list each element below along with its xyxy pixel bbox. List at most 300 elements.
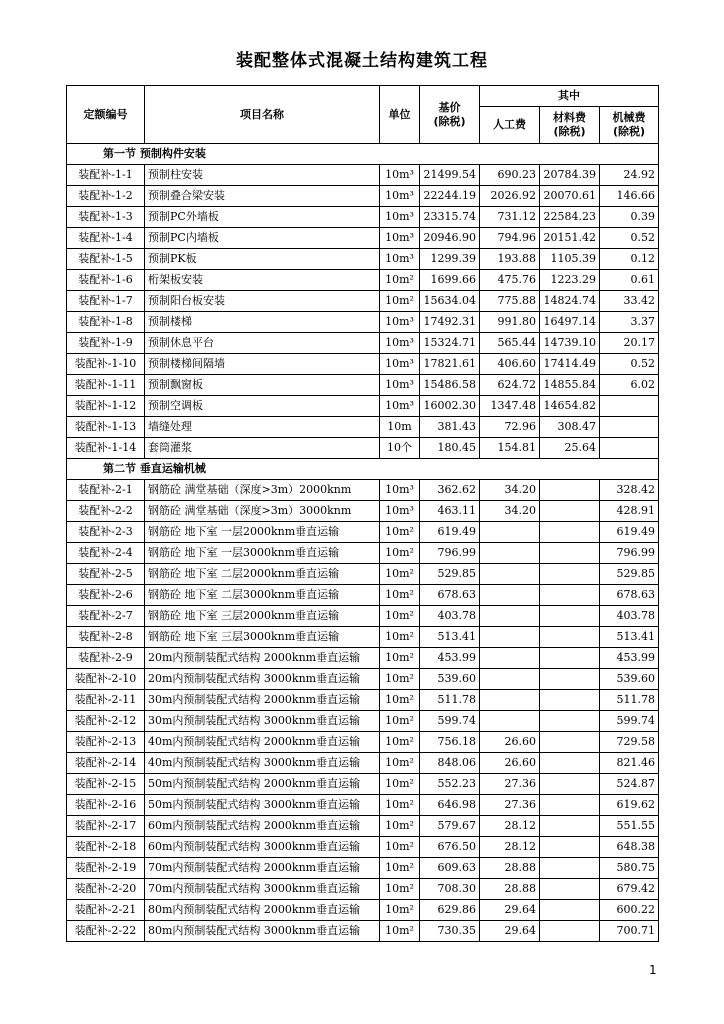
cell-material [540, 879, 600, 900]
table-row [67, 480, 659, 501]
cell-name: 钢筋砼 满堂基础（深度>3m）3000knm [145, 501, 380, 522]
table-row [67, 795, 659, 816]
cell-material [540, 627, 600, 648]
cell-labor [480, 711, 540, 732]
header-machine: 机械费 (除税) [600, 107, 659, 144]
cell-code: 装配补-2-8 [67, 627, 145, 648]
cell-unit: 10m [380, 417, 420, 438]
cell-material: 1223.29 [540, 270, 600, 291]
cell-labor: 565.44 [480, 333, 540, 354]
cell-labor: 28.88 [480, 858, 540, 879]
cell-labor: 1347.48 [480, 396, 540, 417]
cell-labor: 731.12 [480, 207, 540, 228]
cell-labor: 27.36 [480, 795, 540, 816]
cell-code: 装配补-2-21 [67, 900, 145, 921]
table-row [67, 690, 659, 711]
cell-machine: 700.71 [600, 921, 659, 942]
cell-labor: 26.60 [480, 753, 540, 774]
cell-unit: 10m³ [380, 228, 420, 249]
cell-unit: 10m² [380, 564, 420, 585]
header-of-which: 其中 [480, 86, 659, 107]
cell-unit: 10m³ [380, 249, 420, 270]
cell-name: 40m内预制装配式结构 2000knm垂直运输 [145, 732, 380, 753]
cell-code: 装配补-2-15 [67, 774, 145, 795]
cell-material [540, 543, 600, 564]
cell-machine: 24.92 [600, 165, 659, 186]
cell-code: 装配补-2-1 [67, 480, 145, 501]
table-row [67, 585, 659, 606]
table-row [67, 228, 659, 249]
cell-unit: 10m³ [380, 333, 420, 354]
cell-unit: 10m² [380, 606, 420, 627]
cell-base-price: 579.67 [420, 816, 480, 837]
cell-labor: 72.96 [480, 417, 540, 438]
cell-name: 70m内预制装配式结构 2000knm垂直运输 [145, 858, 380, 879]
cell-name: 40m内预制装配式结构 3000knm垂直运输 [145, 753, 380, 774]
cell-base-price: 15634.04 [420, 291, 480, 312]
cell-unit: 10m² [380, 585, 420, 606]
table-row [67, 417, 659, 438]
cell-labor [480, 690, 540, 711]
cell-base-price: 381.43 [420, 417, 480, 438]
table-row [67, 564, 659, 585]
cell-name: 30m内预制装配式结构 2000knm垂直运输 [145, 690, 380, 711]
cell-code: 装配补-1-5 [67, 249, 145, 270]
cell-name: 钢筋砼 地下室 二层2000knm垂直运输 [145, 564, 380, 585]
cell-unit: 10m² [380, 522, 420, 543]
cell-code: 装配补-2-3 [67, 522, 145, 543]
cell-unit: 10m² [380, 753, 420, 774]
cell-machine: 0.61 [600, 270, 659, 291]
cell-material [540, 774, 600, 795]
section-title: 第二节 垂直运输机械 [67, 459, 659, 480]
cell-material: 14654.82 [540, 396, 600, 417]
cell-labor [480, 522, 540, 543]
cell-unit: 10m³ [380, 312, 420, 333]
cell-base-price: 552.23 [420, 774, 480, 795]
cell-machine: 0.12 [600, 249, 659, 270]
cell-labor: 2026.92 [480, 186, 540, 207]
cell-unit: 10m² [380, 732, 420, 753]
cell-name: 60m内预制装配式结构 3000knm垂直运输 [145, 837, 380, 858]
cell-base-price: 529.85 [420, 564, 480, 585]
cell-name: 预制休息平台 [145, 333, 380, 354]
cell-material: 20151.42 [540, 228, 600, 249]
cell-code: 装配补-1-7 [67, 291, 145, 312]
table-row [67, 165, 659, 186]
cell-unit: 10m² [380, 543, 420, 564]
cell-material [540, 648, 600, 669]
cell-unit: 10m² [380, 627, 420, 648]
cell-machine: 0.52 [600, 354, 659, 375]
table-row [67, 753, 659, 774]
cell-name: 80m内预制装配式结构 2000knm垂直运输 [145, 900, 380, 921]
cell-machine: 146.66 [600, 186, 659, 207]
cell-name: 预制柱安装 [145, 165, 380, 186]
cell-name: 墙缝处理 [145, 417, 380, 438]
cell-code: 装配补-1-11 [67, 375, 145, 396]
cell-name: 预制阳台板安装 [145, 291, 380, 312]
section-row [67, 459, 659, 480]
table-row [67, 438, 659, 459]
cell-material [540, 711, 600, 732]
cell-base-price: 362.62 [420, 480, 480, 501]
cell-name: 钢筋砼 地下室 三层3000knm垂直运输 [145, 627, 380, 648]
table-row [67, 627, 659, 648]
cell-material: 14739.10 [540, 333, 600, 354]
cell-base-price: 15324.71 [420, 333, 480, 354]
cell-machine: 6.02 [600, 375, 659, 396]
cell-code: 装配补-2-4 [67, 543, 145, 564]
cell-machine [600, 396, 659, 417]
table-row [67, 837, 659, 858]
cell-labor [480, 564, 540, 585]
cell-unit: 10m³ [380, 165, 420, 186]
cell-base-price: 678.63 [420, 585, 480, 606]
table-row [67, 270, 659, 291]
section-row [67, 144, 659, 165]
cell-unit: 10m³ [380, 501, 420, 522]
cell-code: 装配补-2-2 [67, 501, 145, 522]
cell-material [540, 837, 600, 858]
table-row [67, 816, 659, 837]
cell-unit: 10m³ [380, 480, 420, 501]
cell-code: 装配补-2-5 [67, 564, 145, 585]
cell-name: 预制楼梯 [145, 312, 380, 333]
cell-labor: 690.23 [480, 165, 540, 186]
cell-material [540, 669, 600, 690]
cell-base-price: 676.50 [420, 837, 480, 858]
cell-base-price: 511.78 [420, 690, 480, 711]
cell-machine: 619.49 [600, 522, 659, 543]
page-title: 装配整体式混凝土结构建筑工程 [236, 51, 488, 71]
cell-material: 20070.61 [540, 186, 600, 207]
cell-name: 20m内预制装配式结构 2000knm垂直运输 [145, 648, 380, 669]
cell-machine: 20.17 [600, 333, 659, 354]
cell-labor [480, 648, 540, 669]
cell-material [540, 816, 600, 837]
cell-name: 预制PK板 [145, 249, 380, 270]
cell-machine: 796.99 [600, 543, 659, 564]
header-base-price: 基价 (除税) [420, 86, 480, 144]
cell-name: 钢筋砼 地下室 一层3000knm垂直运输 [145, 543, 380, 564]
cell-name: 桁架板安装 [145, 270, 380, 291]
cell-name: 60m内预制装配式结构 2000knm垂直运输 [145, 816, 380, 837]
table-row [67, 354, 659, 375]
cell-material [540, 795, 600, 816]
cell-code: 装配补-1-14 [67, 438, 145, 459]
cell-base-price: 646.98 [420, 795, 480, 816]
cell-machine [600, 438, 659, 459]
cell-base-price: 15486.58 [420, 375, 480, 396]
cell-code: 装配补-2-17 [67, 816, 145, 837]
table-row [67, 522, 659, 543]
cell-unit: 10m² [380, 291, 420, 312]
cell-name: 预制飘窗板 [145, 375, 380, 396]
cell-base-price: 848.06 [420, 753, 480, 774]
table-row [67, 711, 659, 732]
cell-code: 装配补-1-12 [67, 396, 145, 417]
cell-code: 装配补-1-2 [67, 186, 145, 207]
cell-unit: 10m³ [380, 186, 420, 207]
cell-unit: 10m² [380, 774, 420, 795]
cell-machine: 33.42 [600, 291, 659, 312]
cell-labor: 624.72 [480, 375, 540, 396]
cell-labor: 28.88 [480, 879, 540, 900]
cell-name: 钢筋砼 地下室 一层2000knm垂直运输 [145, 522, 380, 543]
section-title: 第一节 预制构件安装 [67, 144, 659, 165]
cell-base-price: 17492.31 [420, 312, 480, 333]
cell-code: 装配补-2-13 [67, 732, 145, 753]
header-material: 材料费 (除税) [540, 107, 600, 144]
cell-base-price: 619.49 [420, 522, 480, 543]
cell-labor: 27.36 [480, 774, 540, 795]
cell-unit: 10m² [380, 690, 420, 711]
cell-material [540, 690, 600, 711]
cell-unit: 10m² [380, 669, 420, 690]
cell-machine: 619.62 [600, 795, 659, 816]
cell-material: 308.47 [540, 417, 600, 438]
cell-base-price: 17821.61 [420, 354, 480, 375]
cell-base-price: 708.30 [420, 879, 480, 900]
cell-unit: 10m³ [380, 396, 420, 417]
cell-material [540, 480, 600, 501]
header-unit: 单位 [380, 86, 420, 144]
cell-name: 钢筋砼 地下室 二层3000knm垂直运输 [145, 585, 380, 606]
cell-name: 80m内预制装配式结构 3000knm垂直运输 [145, 921, 380, 942]
cell-base-price: 20946.90 [420, 228, 480, 249]
cell-machine: 678.63 [600, 585, 659, 606]
cell-base-price: 21499.54 [420, 165, 480, 186]
cell-machine: 821.46 [600, 753, 659, 774]
cell-labor [480, 627, 540, 648]
cell-machine: 428.91 [600, 501, 659, 522]
cell-material: 17414.49 [540, 354, 600, 375]
cell-machine [600, 417, 659, 438]
cell-code: 装配补-2-19 [67, 858, 145, 879]
cell-machine: 524.87 [600, 774, 659, 795]
cell-labor [480, 543, 540, 564]
cell-machine: 729.58 [600, 732, 659, 753]
cell-material: 25.64 [540, 438, 600, 459]
cell-base-price: 629.86 [420, 900, 480, 921]
cell-machine: 3.37 [600, 312, 659, 333]
cell-unit: 10m² [380, 921, 420, 942]
cell-labor [480, 669, 540, 690]
cell-name: 70m内预制装配式结构 3000knm垂直运输 [145, 879, 380, 900]
cell-machine: 600.22 [600, 900, 659, 921]
cell-name: 预制空调板 [145, 396, 380, 417]
cell-base-price: 599.74 [420, 711, 480, 732]
cell-code: 装配补-2-18 [67, 837, 145, 858]
cell-code: 装配补-2-12 [67, 711, 145, 732]
cell-material [540, 606, 600, 627]
cell-unit: 10m³ [380, 207, 420, 228]
cell-base-price: 22244.19 [420, 186, 480, 207]
cell-base-price: 756.18 [420, 732, 480, 753]
cell-name: 50m内预制装配式结构 3000knm垂直运输 [145, 795, 380, 816]
cell-machine: 599.74 [600, 711, 659, 732]
page-number: 1 [649, 963, 657, 977]
cell-code: 装配补-2-7 [67, 606, 145, 627]
cell-machine: 648.38 [600, 837, 659, 858]
cell-labor: 154.81 [480, 438, 540, 459]
cell-unit: 10m² [380, 270, 420, 291]
cell-name: 20m内预制装配式结构 3000knm垂直运输 [145, 669, 380, 690]
cell-code: 装配补-1-13 [67, 417, 145, 438]
cell-material: 1105.39 [540, 249, 600, 270]
cell-material [540, 858, 600, 879]
cell-unit: 10个 [380, 438, 420, 459]
cell-code: 装配补-2-11 [67, 690, 145, 711]
cell-base-price: 730.35 [420, 921, 480, 942]
table-row [67, 648, 659, 669]
cell-base-price: 180.45 [420, 438, 480, 459]
cell-labor: 991.80 [480, 312, 540, 333]
cell-labor: 34.20 [480, 480, 540, 501]
table-row [67, 921, 659, 942]
cell-machine: 0.39 [600, 207, 659, 228]
cell-unit: 10m² [380, 837, 420, 858]
cell-name: 预制PC外墙板 [145, 207, 380, 228]
table-row [67, 774, 659, 795]
cell-unit: 10m² [380, 816, 420, 837]
cell-base-price: 513.41 [420, 627, 480, 648]
table-row [67, 375, 659, 396]
cell-material [540, 522, 600, 543]
cell-material: 20784.39 [540, 165, 600, 186]
table-row [67, 396, 659, 417]
table-row [67, 501, 659, 522]
cell-labor: 29.64 [480, 921, 540, 942]
cell-labor: 475.76 [480, 270, 540, 291]
cell-machine: 328.42 [600, 480, 659, 501]
table-row [67, 207, 659, 228]
cell-machine: 513.41 [600, 627, 659, 648]
table-row [67, 606, 659, 627]
cell-unit: 10m² [380, 858, 420, 879]
cell-base-price: 1699.66 [420, 270, 480, 291]
cell-base-price: 796.99 [420, 543, 480, 564]
cell-material [540, 900, 600, 921]
cell-base-price: 463.11 [420, 501, 480, 522]
cell-name: 预制叠合梁安装 [145, 186, 380, 207]
cell-labor: 794.96 [480, 228, 540, 249]
cell-machine: 529.85 [600, 564, 659, 585]
cell-labor: 29.64 [480, 900, 540, 921]
cell-unit: 10m³ [380, 354, 420, 375]
cell-base-price: 23315.74 [420, 207, 480, 228]
cell-unit: 10m³ [380, 375, 420, 396]
cell-code: 装配补-2-14 [67, 753, 145, 774]
quota-table [66, 85, 659, 942]
cell-material [540, 753, 600, 774]
cell-material: 14824.74 [540, 291, 600, 312]
cell-machine: 403.78 [600, 606, 659, 627]
cell-labor: 28.12 [480, 837, 540, 858]
cell-code: 装配补-1-3 [67, 207, 145, 228]
cell-machine: 511.78 [600, 690, 659, 711]
cell-code: 装配补-2-22 [67, 921, 145, 942]
cell-material [540, 564, 600, 585]
cell-code: 装配补-1-6 [67, 270, 145, 291]
cell-code: 装配补-1-1 [67, 165, 145, 186]
cell-material [540, 921, 600, 942]
header-labor: 人工费 [480, 107, 540, 144]
cell-code: 装配补-2-6 [67, 585, 145, 606]
table-row [67, 333, 659, 354]
cell-labor: 193.88 [480, 249, 540, 270]
cell-material: 14855.84 [540, 375, 600, 396]
cell-machine: 539.60 [600, 669, 659, 690]
header-name: 项目名称 [145, 86, 380, 144]
table-row [67, 858, 659, 879]
cell-code: 装配补-1-4 [67, 228, 145, 249]
cell-labor: 26.60 [480, 732, 540, 753]
table-row [67, 291, 659, 312]
cell-labor [480, 606, 540, 627]
cell-material: 22584.23 [540, 207, 600, 228]
cell-name: 预制PC内墙板 [145, 228, 380, 249]
cell-code: 装配补-1-9 [67, 333, 145, 354]
table-row [67, 732, 659, 753]
cell-base-price: 1299.39 [420, 249, 480, 270]
cell-name: 钢筋砼 地下室 三层2000knm垂直运输 [145, 606, 380, 627]
cell-name: 50m内预制装配式结构 2000knm垂直运输 [145, 774, 380, 795]
table-body [67, 144, 659, 942]
cell-base-price: 539.60 [420, 669, 480, 690]
cell-code: 装配补-2-9 [67, 648, 145, 669]
cell-code: 装配补-2-10 [67, 669, 145, 690]
table-row [67, 312, 659, 333]
header-row-top [67, 86, 659, 107]
cell-machine: 0.52 [600, 228, 659, 249]
cell-name: 30m内预制装配式结构 3000knm垂直运输 [145, 711, 380, 732]
cell-base-price: 453.99 [420, 648, 480, 669]
cell-machine: 580.75 [600, 858, 659, 879]
cell-labor: 775.88 [480, 291, 540, 312]
table-row [67, 543, 659, 564]
cell-material [540, 732, 600, 753]
cell-code: 装配补-2-16 [67, 795, 145, 816]
cell-code: 装配补-1-10 [67, 354, 145, 375]
cell-machine: 551.55 [600, 816, 659, 837]
header-code: 定额编号 [67, 86, 145, 144]
cell-material [540, 501, 600, 522]
cell-unit: 10m² [380, 795, 420, 816]
cell-unit: 10m² [380, 900, 420, 921]
cell-labor: 34.20 [480, 501, 540, 522]
table-row [67, 900, 659, 921]
cell-unit: 10m² [380, 711, 420, 732]
cell-name: 预制楼梯间隔墙 [145, 354, 380, 375]
cell-labor [480, 585, 540, 606]
cell-material [540, 585, 600, 606]
cell-material: 16497.14 [540, 312, 600, 333]
cell-unit: 10m² [380, 879, 420, 900]
cell-code: 装配补-1-8 [67, 312, 145, 333]
cell-base-price: 403.78 [420, 606, 480, 627]
cell-base-price: 609.63 [420, 858, 480, 879]
table-row [67, 186, 659, 207]
cell-code: 装配补-2-20 [67, 879, 145, 900]
cell-machine: 453.99 [600, 648, 659, 669]
cell-labor: 28.12 [480, 816, 540, 837]
cell-name: 套筒灌浆 [145, 438, 380, 459]
cell-base-price: 16002.30 [420, 396, 480, 417]
table-row [67, 249, 659, 270]
table-row [67, 879, 659, 900]
